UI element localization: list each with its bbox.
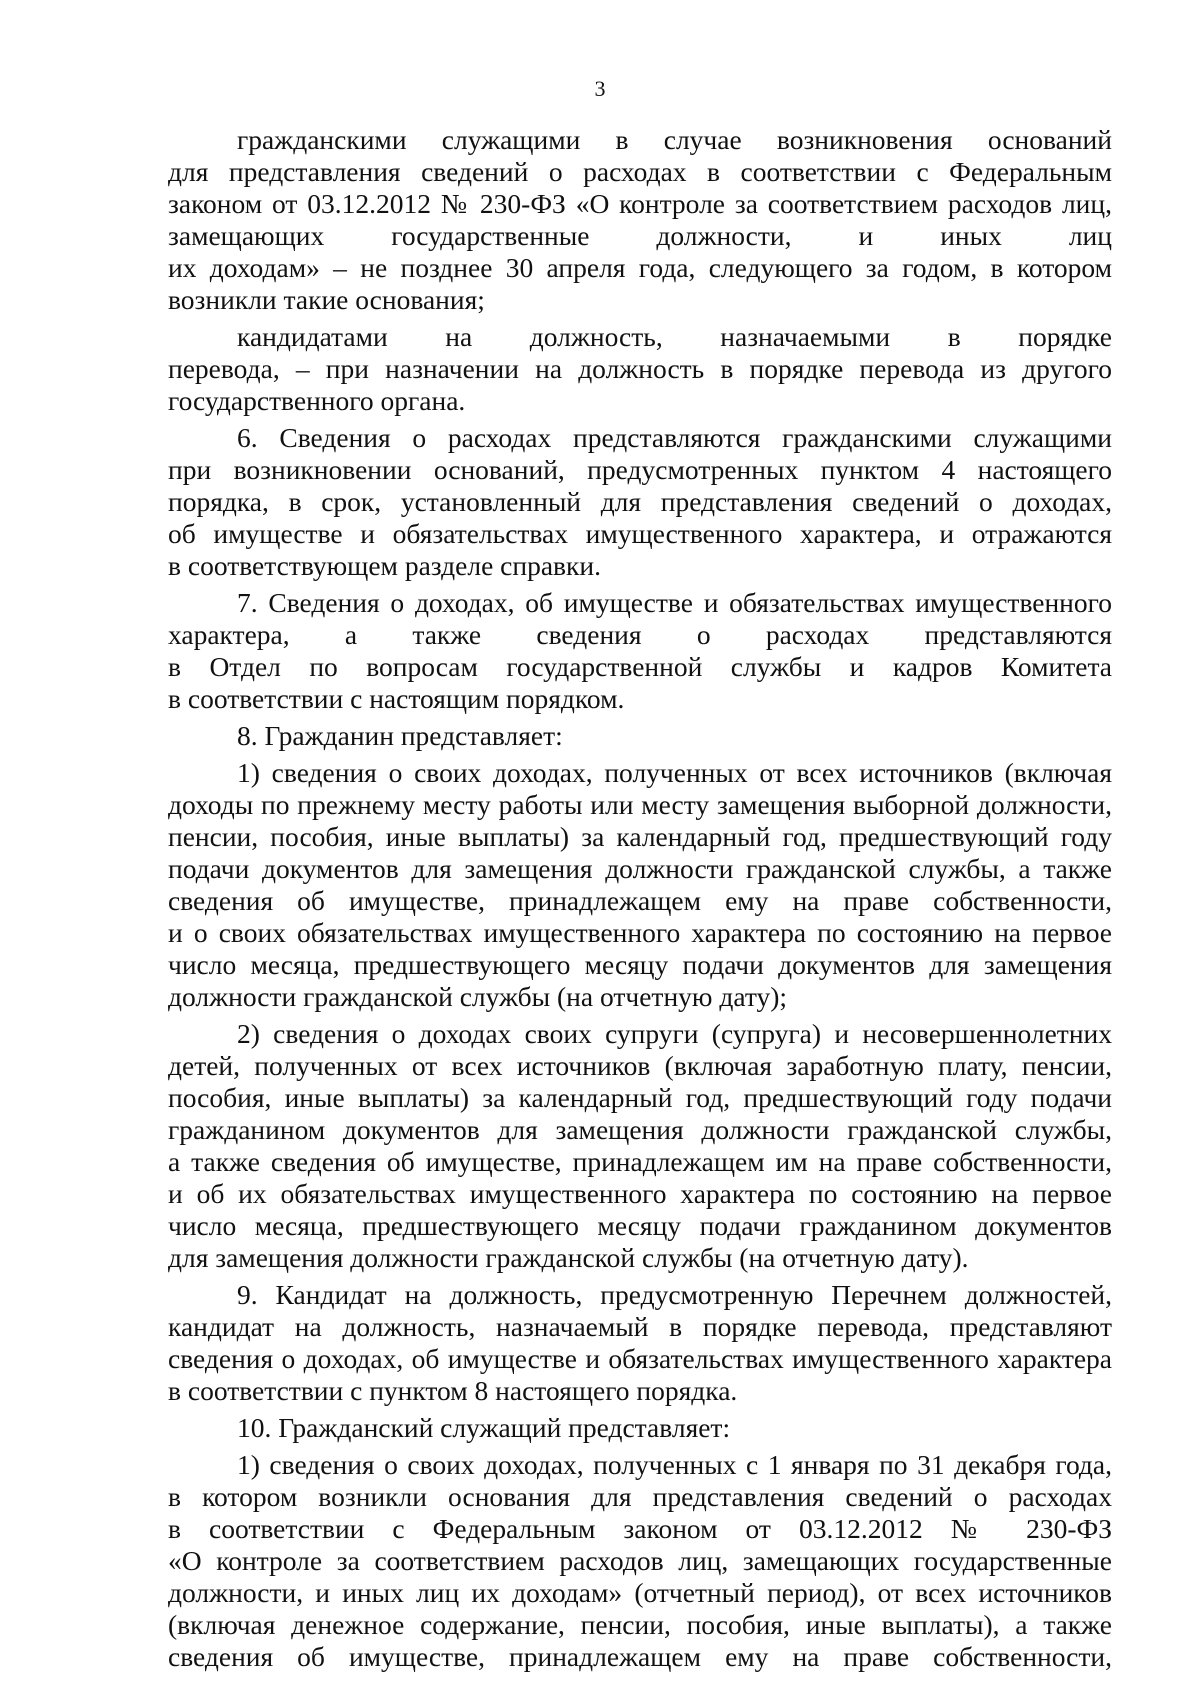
text-line: число месяца, предшествующего месяцу подачи гражданином документов: [168, 1210, 1112, 1241]
text-line: в соответствии с пунктом 8 настоящего порядка.: [168, 1375, 738, 1406]
text-line: их доходам» – не позднее 30 апреля года, следующего за годом, в котором: [168, 252, 1112, 283]
paragraph: [168, 124, 1112, 316]
text-line: пенсии, пособия, иные выплаты) за календарный год, предшествующий году: [168, 821, 1112, 852]
text-line: в Отдел по вопросам государственной службы и кадров Комитета: [168, 651, 1112, 682]
paragraph: [168, 1412, 1112, 1444]
text-line: 6. Сведения о расходах представляются гражданскими служащими: [237, 422, 1112, 453]
text-line: при возникновении оснований, предусмотренных пунктом 4 настоящего: [168, 454, 1112, 485]
text-line: перевода, – при назначении на должность в порядке перевода из другого: [168, 353, 1112, 384]
text-line: детей, полученных от всех источников (включая заработную плату, пенсии,: [168, 1050, 1112, 1081]
text-line: 7. Сведения о доходах, об имуществе и обязательствах имущественного: [237, 587, 1112, 618]
text-line: 10. Гражданский служащий представляет:: [237, 1412, 731, 1443]
text-line: 8. Гражданин представляет:: [237, 720, 563, 751]
paragraph: [168, 757, 1112, 1013]
text-line: характера, а также сведения о расходах представляются: [168, 619, 1112, 650]
text-line: в соответствии с Федеральным законом от 03.12.2012 № 230-ФЗ: [168, 1513, 1112, 1544]
text-line: сведения о доходах, об имуществе и обязательствах имущественного характера: [168, 1343, 1112, 1374]
text-line: должности гражданской службы (на отчетную дату);: [168, 981, 788, 1012]
text-line: число месяца, предшествующего месяцу подачи документов для замещения: [168, 949, 1112, 980]
text-line: гражданскими служащими в случае возникновения оснований: [237, 124, 1112, 155]
text-line: сведения об имуществе, принадлежащем ему на праве собственности,: [168, 885, 1112, 916]
page-number: 3: [594, 76, 606, 101]
text-line: сведения об имуществе, принадлежащем ему на праве собственности,: [168, 1641, 1112, 1672]
text-line: государственного органа.: [168, 385, 466, 416]
text-line: кандидат на должность, назначаемый в порядке перевода, представляют: [168, 1311, 1112, 1342]
text-line: в котором возникли основания для представления сведений о расходах: [168, 1481, 1112, 1512]
text-line: должности, и иных лиц их доходам» (отчетный период), от всех источников: [168, 1577, 1112, 1608]
paragraph: [168, 1018, 1112, 1274]
text-line: 2) сведения о доходах своих супруги (супруга) и несовершеннолетних: [237, 1018, 1112, 1049]
text-line: в соответствующем разделе справки.: [168, 550, 601, 581]
paragraph: [168, 1279, 1112, 1407]
text-line: подачи документов для замещения должности гражданской службы, а также: [168, 853, 1112, 884]
text-line: возникли такие основания;: [168, 284, 485, 315]
text-line: и об их обязательствах имущественного характера по состоянию на первое: [168, 1178, 1112, 1209]
text-line: порядка, в срок, установленный для представления сведений о доходах,: [168, 486, 1112, 517]
text-line: для представления сведений о расходах в соответствии с Федеральным: [168, 156, 1112, 187]
text-line: об имуществе и обязательствах имущественного характера, и отражаются: [168, 518, 1112, 549]
text-line: 1) сведения о своих доходах, полученных с 1 января по 31 декабря года,: [237, 1449, 1112, 1480]
text-line: (включая денежное содержание, пенсии, пособия, иные выплаты), а также: [168, 1609, 1112, 1640]
paragraph: [168, 321, 1112, 417]
text-line: «О контроле за соответствием расходов лиц, замещающих государственные: [168, 1545, 1112, 1576]
text-line: законом от 03.12.2012 № 230-ФЗ «О контроле за соответствием расходов лиц,: [168, 188, 1112, 219]
text-line: кандидатами на должность, назначаемыми в порядке: [237, 321, 1112, 352]
paragraph: [168, 720, 1112, 752]
text-line: гражданином документов для замещения должности гражданской службы,: [168, 1114, 1112, 1145]
text-line: для замещения должности гражданской службы (на отчетную дату).: [168, 1242, 969, 1273]
text-line: в соответствии с настоящим порядком.: [168, 683, 625, 714]
text-line: 1) сведения о своих доходах, полученных от всех источников (включая: [237, 757, 1112, 788]
paragraph: [168, 587, 1112, 715]
paragraph: [168, 1449, 1112, 1673]
text-line: и о своих обязательствах имущественного характера по состоянию на первое: [168, 917, 1112, 948]
text-line: а также сведения об имуществе, принадлежащем им на праве собственности,: [168, 1146, 1112, 1177]
paragraph: [168, 422, 1112, 582]
document-body: [168, 124, 1112, 1678]
text-line: пособия, иные выплаты) за календарный год, предшествующий году подачи: [168, 1082, 1112, 1113]
text-line: замещающих государственные должности, и иных лиц: [168, 220, 1112, 251]
text-line: 9. Кандидат на должность, предусмотренную Перечнем должностей,: [237, 1279, 1112, 1310]
text-line: доходы по прежнему месту работы или месту замещения выборной должности,: [168, 789, 1112, 820]
